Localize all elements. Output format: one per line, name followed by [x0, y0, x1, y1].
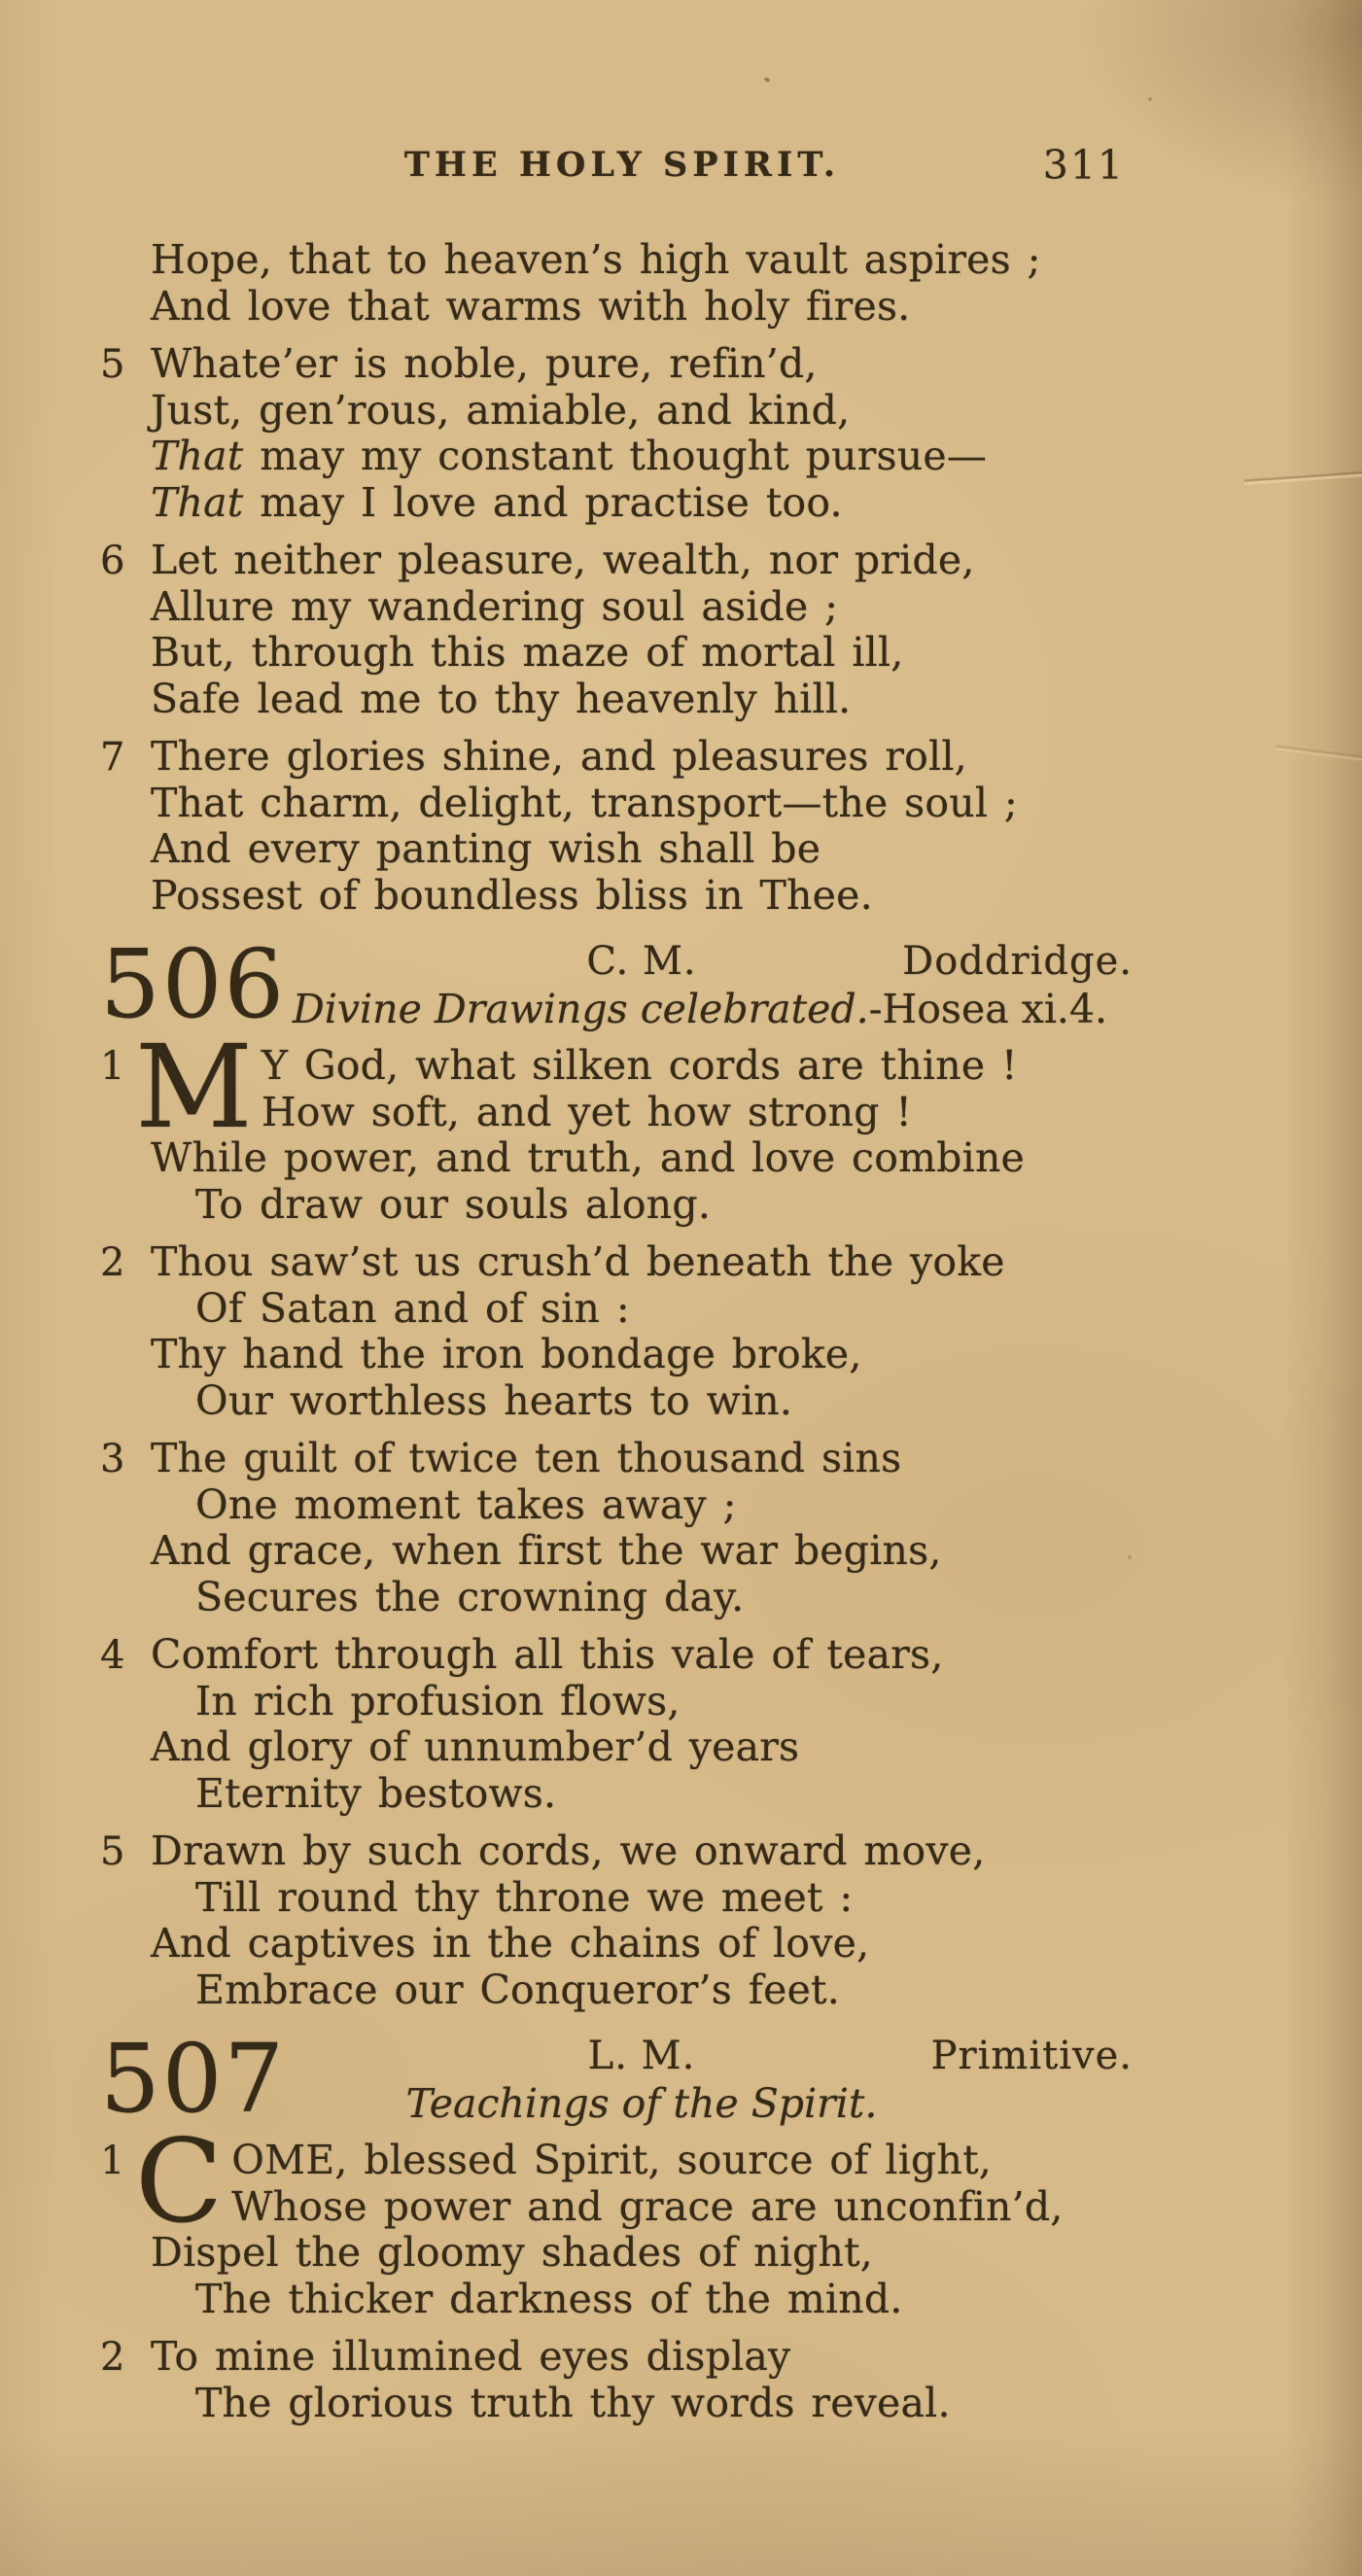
dropcap-initial: C: [135, 2114, 224, 2248]
line-text: may I love and practise too.: [243, 478, 843, 526]
verse-line: Embrace our Conqueror’s feet.: [195, 1966, 840, 2013]
verse-line: And every panting wish shall be: [151, 825, 821, 872]
verse-number: 1: [100, 2139, 125, 2183]
verse-line: Thy hand the iron bondage broke,: [151, 1331, 862, 1377]
verse-number: 2: [100, 1240, 125, 1285]
verse-number: 4: [100, 1633, 125, 1678]
verse: [151, 237, 1133, 330]
verse-line: And glory of unnumber’d years: [151, 1723, 800, 1770]
verse: [100, 1631, 1133, 1817]
verse-line: [151, 434, 1133, 480]
verse-line: Eternity bestows.: [195, 1769, 557, 1817]
hymn-heading-row: [151, 2033, 1133, 2079]
hymn-subtitle-row: [151, 985, 1133, 1033]
hymn-meter: L. M.: [587, 2034, 696, 2078]
verse-line: But, through this maze of mortal ill,: [151, 629, 904, 676]
hymn-meter: C. M.: [586, 939, 697, 984]
running-header: [0, 142, 1362, 194]
paper-speck: [1148, 97, 1152, 101]
verse: [100, 1238, 1133, 1424]
verse-number: 1: [100, 1044, 125, 1089]
verse: [100, 537, 1133, 722]
running-header-title: THE HOLY SPIRIT.: [403, 145, 841, 185]
verse-line: Allure my wandering soul aside ;: [151, 582, 839, 630]
page-number: 311: [1042, 142, 1125, 189]
verse-line: And grace, when first the war begins,: [151, 1527, 942, 1574]
hymn-506: [100, 929, 1133, 2013]
verse-line: Possest of boundless bliss in Thee.: [151, 871, 873, 919]
verse: [100, 733, 1133, 919]
hymn-subtitle: Divine Drawings celebrated.: [292, 986, 869, 1032]
verse-line: Safe lead me to thy heavenly hill.: [151, 675, 852, 722]
hymn-505-continuation: [100, 236, 1133, 919]
verse: [100, 340, 1133, 526]
verse: [100, 2114, 1133, 2322]
verse-line: Y God, what silken cords are thine !: [261, 1042, 1018, 1089]
hymn-subtitle-row: [151, 2079, 1133, 2128]
hymn-author: Primitive.: [930, 2034, 1133, 2078]
italic-word: That: [151, 478, 244, 526]
verse-line: Of Satan and of sin :: [195, 1284, 630, 1332]
line-text: may my constant thought pursue—: [243, 433, 988, 479]
verse-line: Whate’er is noble, pure, refin’d,: [151, 340, 818, 387]
hymn-number: 507: [100, 2024, 287, 2134]
hymn-text-block: [0, 237, 1133, 2438]
verse-line: Let neither pleasure, wealth, nor pride,: [151, 537, 975, 583]
hymn-heading: [100, 2024, 1133, 2134]
verse-number: 7: [100, 735, 125, 780]
italic-word: That: [151, 433, 244, 479]
verse-line: To draw our souls along.: [195, 1180, 712, 1228]
verse-line: How soft, and yet how strong !: [261, 1088, 913, 1135]
verse-line: OME, blessed Spirit, source of light,: [231, 2137, 992, 2183]
verse-line: Hope, that to heaven’s high vault aspires ;: [151, 236, 1041, 283]
verse-line: [151, 480, 1133, 527]
verse-line: That charm, delight, transport—the soul ;: [151, 779, 1018, 826]
verse-line: And love that warms with holy fires.: [151, 282, 911, 330]
paper-crease: [1275, 745, 1362, 761]
verse-number: 5: [100, 342, 125, 387]
verse-line: Dispel the gloomy shades of night,: [151, 2229, 874, 2276]
verse-line: The guilt of twice ten thousand sins: [151, 1435, 902, 1481]
verse-line: Till round thy throne we meet :: [195, 1873, 854, 1921]
verse-line: And captives in the chains of love,: [151, 1920, 870, 1967]
verse-line: One moment takes away ;: [195, 1480, 737, 1528]
verse-line: Drawn by such cords, we onward move,: [151, 1828, 986, 1874]
verse-line: Whose power and grace are unconfin’d,: [231, 2182, 1064, 2230]
verse-line: Our worthless hearts to win.: [195, 1376, 793, 1424]
hymn-reference: -Hosea xi.4.: [868, 986, 1108, 1032]
verse-line: The glorious truth thy words reveal.: [195, 2379, 951, 2426]
hymn-number: 506: [100, 929, 287, 1039]
verse-number: 5: [100, 1829, 125, 1874]
hymn-subtitle: Teachings of the Spirit.: [405, 2080, 878, 2127]
verse-line: The thicker darkness of the mind.: [195, 2275, 903, 2322]
verse-line: Secures the crowning day.: [195, 1573, 745, 1620]
verse: [100, 2333, 1133, 2426]
verse: [100, 1828, 1133, 2013]
verse-line: Thou saw’st us crush’d beneath the yoke: [151, 1238, 1005, 1285]
verse-number: 3: [100, 1437, 125, 1481]
paper-crease: [1244, 471, 1362, 488]
verse-line: While power, and truth, and love combine: [151, 1134, 1026, 1181]
verse-number: 2: [100, 2335, 125, 2380]
verse-line: To mine illumined eyes display: [151, 2333, 791, 2380]
hymn-507: [100, 2024, 1133, 2426]
paper-speck: [763, 77, 770, 83]
hymn-heading-row: [151, 938, 1133, 985]
hymn-heading: [100, 929, 1133, 1039]
verse-line: Comfort through all this vale of tears,: [151, 1631, 944, 1678]
verse-line: In rich profusion flows,: [195, 1677, 681, 1724]
verse-line: Just, gen’rous, amiable, and kind,: [151, 386, 851, 434]
dropcap-initial: M: [135, 1020, 253, 1154]
verse: [100, 1435, 1133, 1620]
verse-number: 6: [100, 539, 125, 583]
verse: [100, 1020, 1133, 1228]
verse-line: There glories shine, and pleasures roll,: [151, 733, 967, 780]
hymn-author: Doddridge.: [902, 939, 1133, 984]
